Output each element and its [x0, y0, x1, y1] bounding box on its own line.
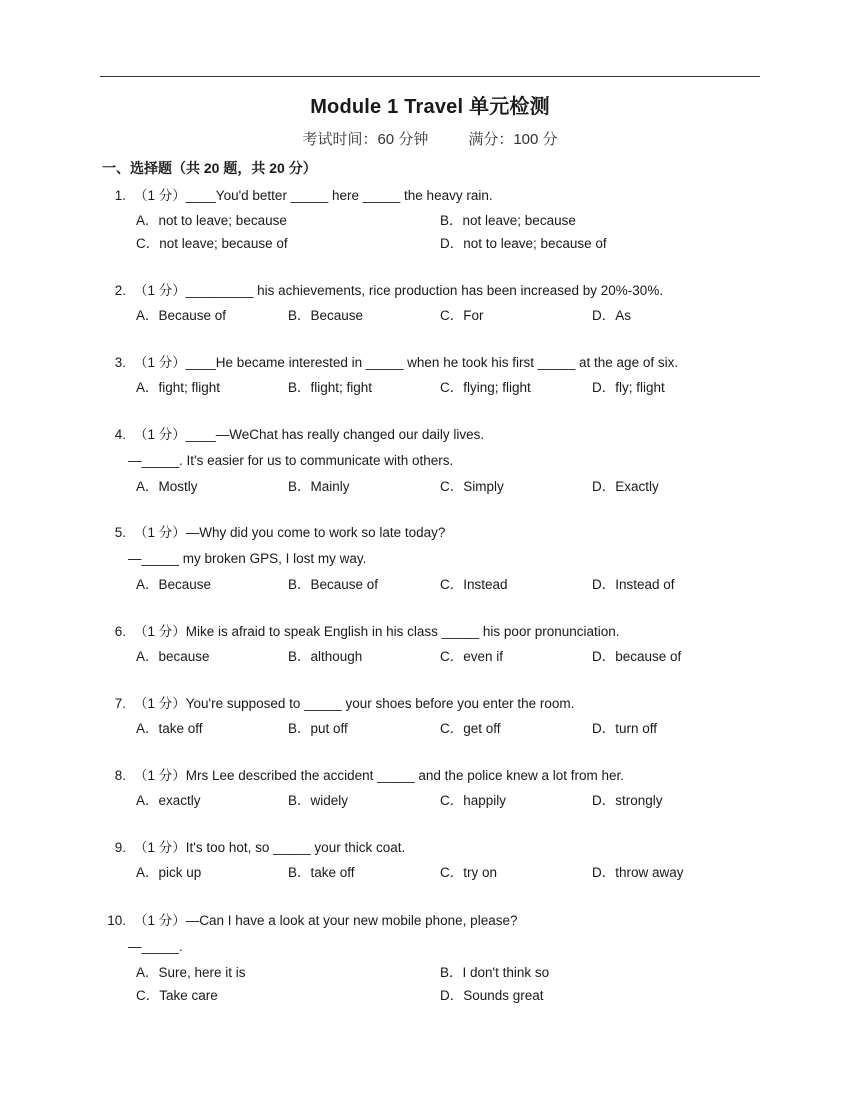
question-points: （1 分）	[134, 840, 186, 855]
option-d: D．fly; flight	[592, 380, 665, 395]
option-c: C．flying; flight	[440, 380, 531, 395]
option-d: D．Instead of	[592, 577, 675, 592]
exam-info	[0, 128, 860, 149]
question-stem	[134, 354, 678, 372]
question-stem	[134, 623, 620, 641]
question-text: It's too hot, so _____ your thick coat.	[185, 840, 406, 855]
option-c: C．Instead	[440, 577, 508, 592]
option-a: A．Mostly	[136, 479, 198, 494]
question-continuation: —_____ my broken GPS, I lost my way.	[128, 551, 367, 566]
question-text: You're supposed to _____ your shoes before you enter the room.	[185, 696, 575, 711]
option-c: C．get off	[440, 721, 501, 736]
question-number: 5.	[114, 525, 126, 540]
option-a: A．pick up	[136, 865, 202, 880]
section-title: 一、选择题（共 20 题，共 20 分）	[102, 160, 317, 176]
option-d: D．Exactly	[592, 479, 659, 494]
question-number: 10.	[107, 913, 126, 928]
option-b: B．Because	[288, 308, 364, 323]
question-points: （1 分）	[134, 913, 186, 928]
option-a: A．because	[136, 649, 210, 664]
question-continuation: —_____.	[128, 939, 183, 954]
question-stem	[134, 839, 405, 857]
option-c: C．Take care	[136, 988, 218, 1003]
option-b: B．put off	[288, 721, 348, 736]
question-number: 2.	[114, 283, 126, 298]
option-a: A．exactly	[136, 793, 201, 808]
option-c: C．not leave; because of	[136, 236, 288, 251]
option-a: A．not to leave; because	[136, 213, 287, 228]
option-c: C．try on	[440, 865, 498, 880]
option-b: B．take off	[288, 865, 355, 880]
option-b: B．I don't think so	[440, 965, 550, 980]
question-stem	[134, 282, 663, 300]
option-d: D．throw away	[592, 865, 684, 880]
option-a: A．Because of	[136, 308, 227, 323]
question-text: Mrs Lee described the accident _____ and the police knew a lot from her.	[185, 768, 625, 783]
option-c: C．even if	[440, 649, 504, 664]
question-number: 1.	[114, 188, 126, 203]
question-points: （1 分）	[134, 355, 186, 370]
question-points: （1 分）	[134, 768, 186, 783]
question-points: （1 分）	[134, 188, 186, 203]
option-c: C．For	[440, 308, 484, 323]
option-d: D．turn off	[592, 721, 658, 736]
option-b: B．flight; fight	[288, 380, 373, 395]
question-stem	[134, 426, 484, 444]
question-stem	[134, 695, 574, 713]
exam-score: 满分：100 分	[468, 131, 558, 148]
option-a: A．fight; flight	[136, 380, 221, 395]
option-b: B．Because of	[288, 577, 379, 592]
question-text: ____—WeChat has really changed our daily lives.	[185, 427, 485, 442]
exam-time: 考试时间：60 分钟	[302, 131, 429, 148]
question-stem	[134, 912, 517, 930]
question-text: —Can I have a look at your new mobile phone, please?	[185, 913, 518, 928]
option-a: A．take off	[136, 721, 203, 736]
option-b: B．widely	[288, 793, 349, 808]
option-c: C．Simply	[440, 479, 504, 494]
question-number: 7.	[114, 696, 126, 711]
option-c: C．happily	[440, 793, 507, 808]
question-text: ____He became interested in _____ when he took his first _____ at the age of six.	[185, 355, 679, 370]
page-title: Module 1 Travel 单元检测	[310, 96, 550, 118]
question-number: 8.	[114, 768, 126, 783]
question-text: —Why did you come to work so late today?	[185, 525, 446, 540]
question-text: Mike is afraid to speak English in his class _____ his poor pronunciation.	[185, 624, 620, 639]
question-text: ____You'd better _____ here _____ the heavy rain.	[185, 188, 493, 203]
option-d: D．strongly	[592, 793, 663, 808]
question-points: （1 分）	[134, 696, 186, 711]
option-d: D．because of	[592, 649, 682, 664]
option-d: D．Sounds great	[440, 988, 544, 1003]
option-d: D．not to leave; because of	[440, 236, 607, 251]
question-stem	[134, 524, 445, 542]
option-a: A．Because	[136, 577, 212, 592]
option-a: A．Sure, here it is	[136, 965, 246, 980]
question-stem	[134, 187, 493, 205]
question-points: （1 分）	[134, 525, 186, 540]
question-points: （1 分）	[134, 283, 186, 298]
question-number: 6.	[114, 624, 126, 639]
question-number: 3.	[114, 355, 126, 370]
option-d: D．As	[592, 308, 632, 323]
option-b: B．not leave; because	[440, 213, 576, 228]
question-number: 9.	[114, 840, 126, 855]
option-b: B．although	[288, 649, 363, 664]
option-b: B．Mainly	[288, 479, 350, 494]
question-text: _________ his achievements, rice production has been increased by 20%-30%.	[185, 283, 664, 298]
question-points: （1 分）	[134, 624, 186, 639]
question-stem	[134, 767, 624, 785]
question-points: （1 分）	[134, 427, 186, 442]
question-continuation: —_____. It's easier for us to communicate with others.	[128, 453, 454, 468]
question-number: 4.	[114, 427, 126, 442]
header-rule	[100, 76, 760, 77]
